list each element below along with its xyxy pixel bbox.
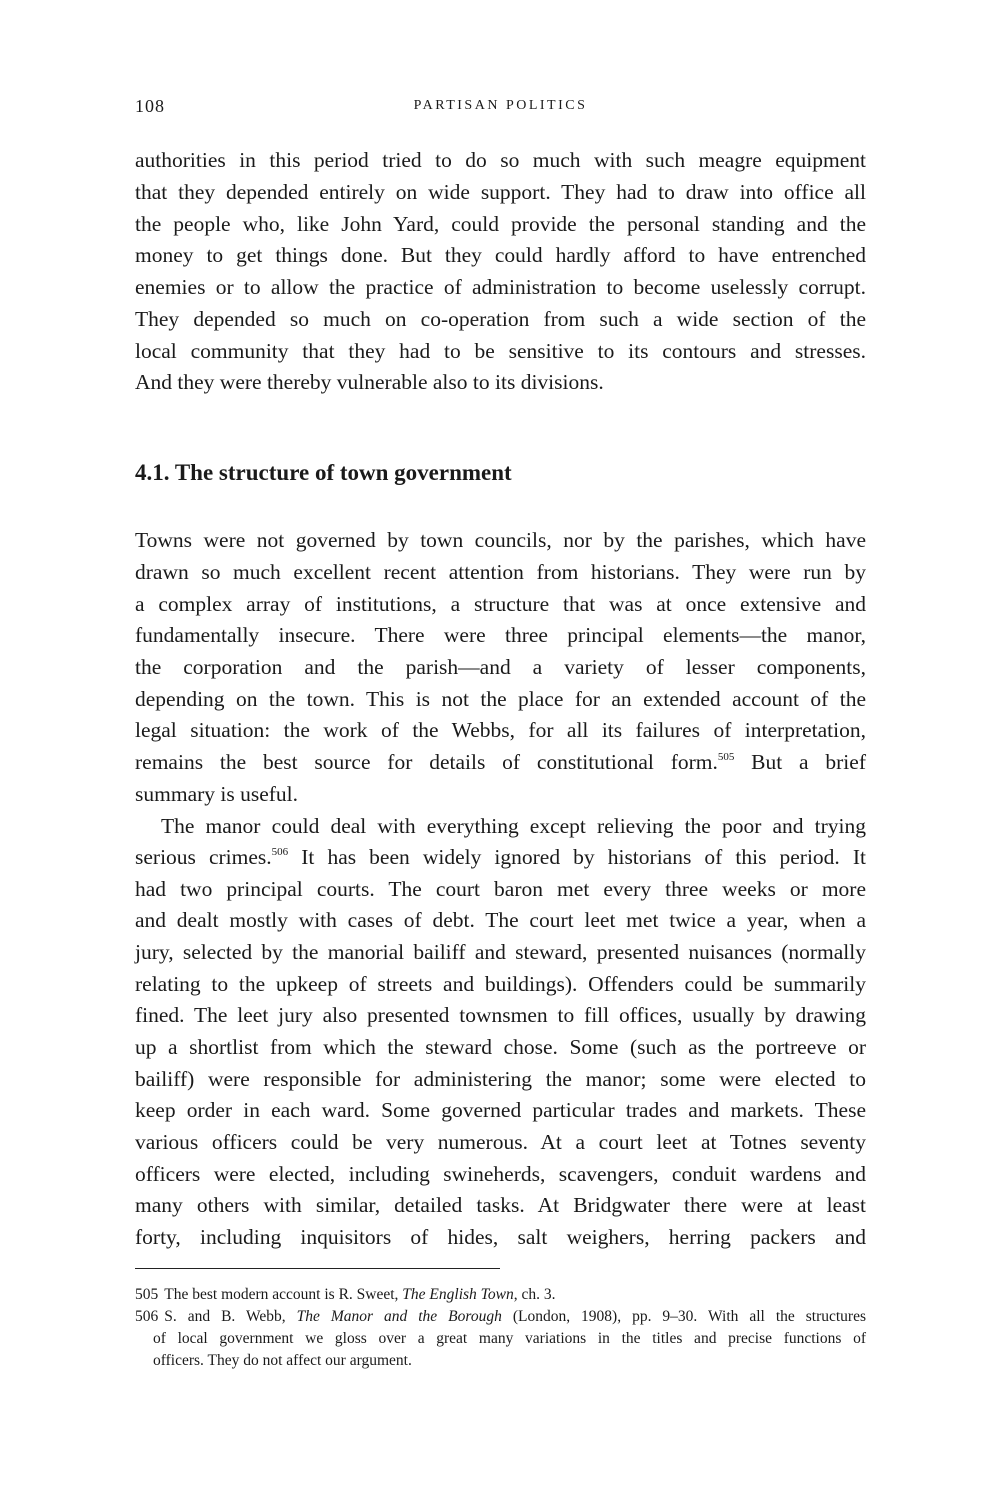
text-line: Towns were not governed by town councils, nor by the parishes, which have — [135, 528, 866, 552]
text: serious crimes. — [135, 845, 272, 869]
text-line: various officers could be very numerous. At a court leet at Totnes seventy — [135, 1130, 866, 1154]
text-line — [135, 746, 866, 778]
text-line: local community that they had to be sensitive to its contours and stresses. — [135, 339, 866, 363]
text-line: legal situation: the work of the Webbs, for all its failures of interpretation, — [135, 718, 866, 742]
text-line: the corporation and the parish—and a variety of lesser components, — [135, 655, 866, 679]
running-title: PARTISAN POLITICS — [413, 98, 588, 113]
text-line: a complex array of institutions, a structure that was at once extensive and — [135, 592, 866, 616]
text-line: summary is useful. — [135, 782, 299, 806]
footnote-506-continued: officers. They do not affect our argument. — [153, 1352, 412, 1369]
text: remains the best source for details of constitutional form. — [135, 750, 718, 774]
section-heading: 4.1. The structure of town government — [135, 460, 512, 485]
running-head — [135, 96, 866, 120]
text-line: depending on the town. This is not the place for an extended account of the — [135, 687, 866, 711]
footnote-number: 505 — [135, 1286, 159, 1303]
footnote-ref-506[interactable]: 506 — [271, 846, 289, 858]
footnote-505 — [135, 1284, 866, 1306]
text-line: And they were thereby vulnerable also to its divisions. — [135, 370, 604, 394]
text-line: forty, including inquisitors of hides, salt weighers, herring packers and — [135, 1225, 866, 1249]
text-line: authorities in this period tried to do so much with such meagre equipment — [135, 148, 866, 172]
footnote-title: The Manor and the Borough — [296, 1308, 502, 1325]
text-line: jury, selected by the manorial bailiff and steward, presented nuisances (normally — [135, 940, 866, 964]
text-line: fined. The leet jury also presented townsmen to fill offices, usually by drawing — [135, 1003, 866, 1027]
footnote-text: The best modern account is R. Sweet, — [164, 1286, 403, 1303]
page-number: 108 — [135, 96, 165, 116]
text-line: many others with similar, detailed tasks. At Bridgwater there were at least — [135, 1193, 866, 1217]
text-line: money to get things done. But they could hardly afford to have entrenched — [135, 243, 866, 267]
text-line: officers were elected, including swineherds, scavengers, conduit wardens and — [135, 1162, 866, 1186]
footnote-number: 506 — [135, 1308, 159, 1325]
text-line: up a shortlist from which the steward chose. Some (such as the portreeve or — [135, 1035, 866, 1059]
footnote-text: (London, 1908), pp. 9–30. With all the structures — [501, 1308, 866, 1325]
footnote-text: , ch. 3. — [513, 1286, 556, 1303]
text-line: that they depended entirely on wide support. They had to draw into office all — [135, 180, 866, 204]
footnote-506-continued: of local government we gloss over a great many variations in the titles and precise functions of — [153, 1330, 866, 1347]
text-line: had two principal courts. The court baron met every three weeks or more — [135, 877, 866, 901]
text: It has been widely ignored by historians of this period. It — [288, 845, 867, 869]
text-line: bailiff) were responsible for administering the manor; some were elected to — [135, 1067, 866, 1091]
text-line: the people who, like John Yard, could provide the personal standing and the — [135, 212, 866, 236]
text-line: and dealt mostly with cases of debt. The court leet met twice a year, when a — [135, 908, 866, 932]
text-line: drawn so much excellent recent attention from historians. They were run by — [135, 560, 866, 584]
text: But a brief — [734, 750, 866, 774]
footnote-title: The English Town — [402, 1286, 514, 1303]
text-line: enemies or to allow the practice of administration to become uselessly corrupt. — [135, 275, 866, 299]
text-line: The manor could deal with everything except relieving the poor and trying — [161, 814, 866, 838]
text-line: fundamentally insecure. There were three principal elements—the manor, — [135, 623, 866, 647]
text-line: keep order in each ward. Some governed particular trades and markets. These — [135, 1098, 866, 1122]
footnote-text: S. and B. Webb, — [164, 1308, 297, 1325]
text-line — [135, 841, 866, 873]
footnote-ref-505[interactable]: 505 — [717, 751, 735, 763]
text-line: They depended so much on co-operation from such a wide section of the — [135, 307, 866, 331]
footnote-divider — [135, 1268, 500, 1269]
footnote-506 — [135, 1306, 866, 1328]
text-line: relating to the upkeep of streets and buildings). Offenders could be summarily — [135, 972, 866, 996]
